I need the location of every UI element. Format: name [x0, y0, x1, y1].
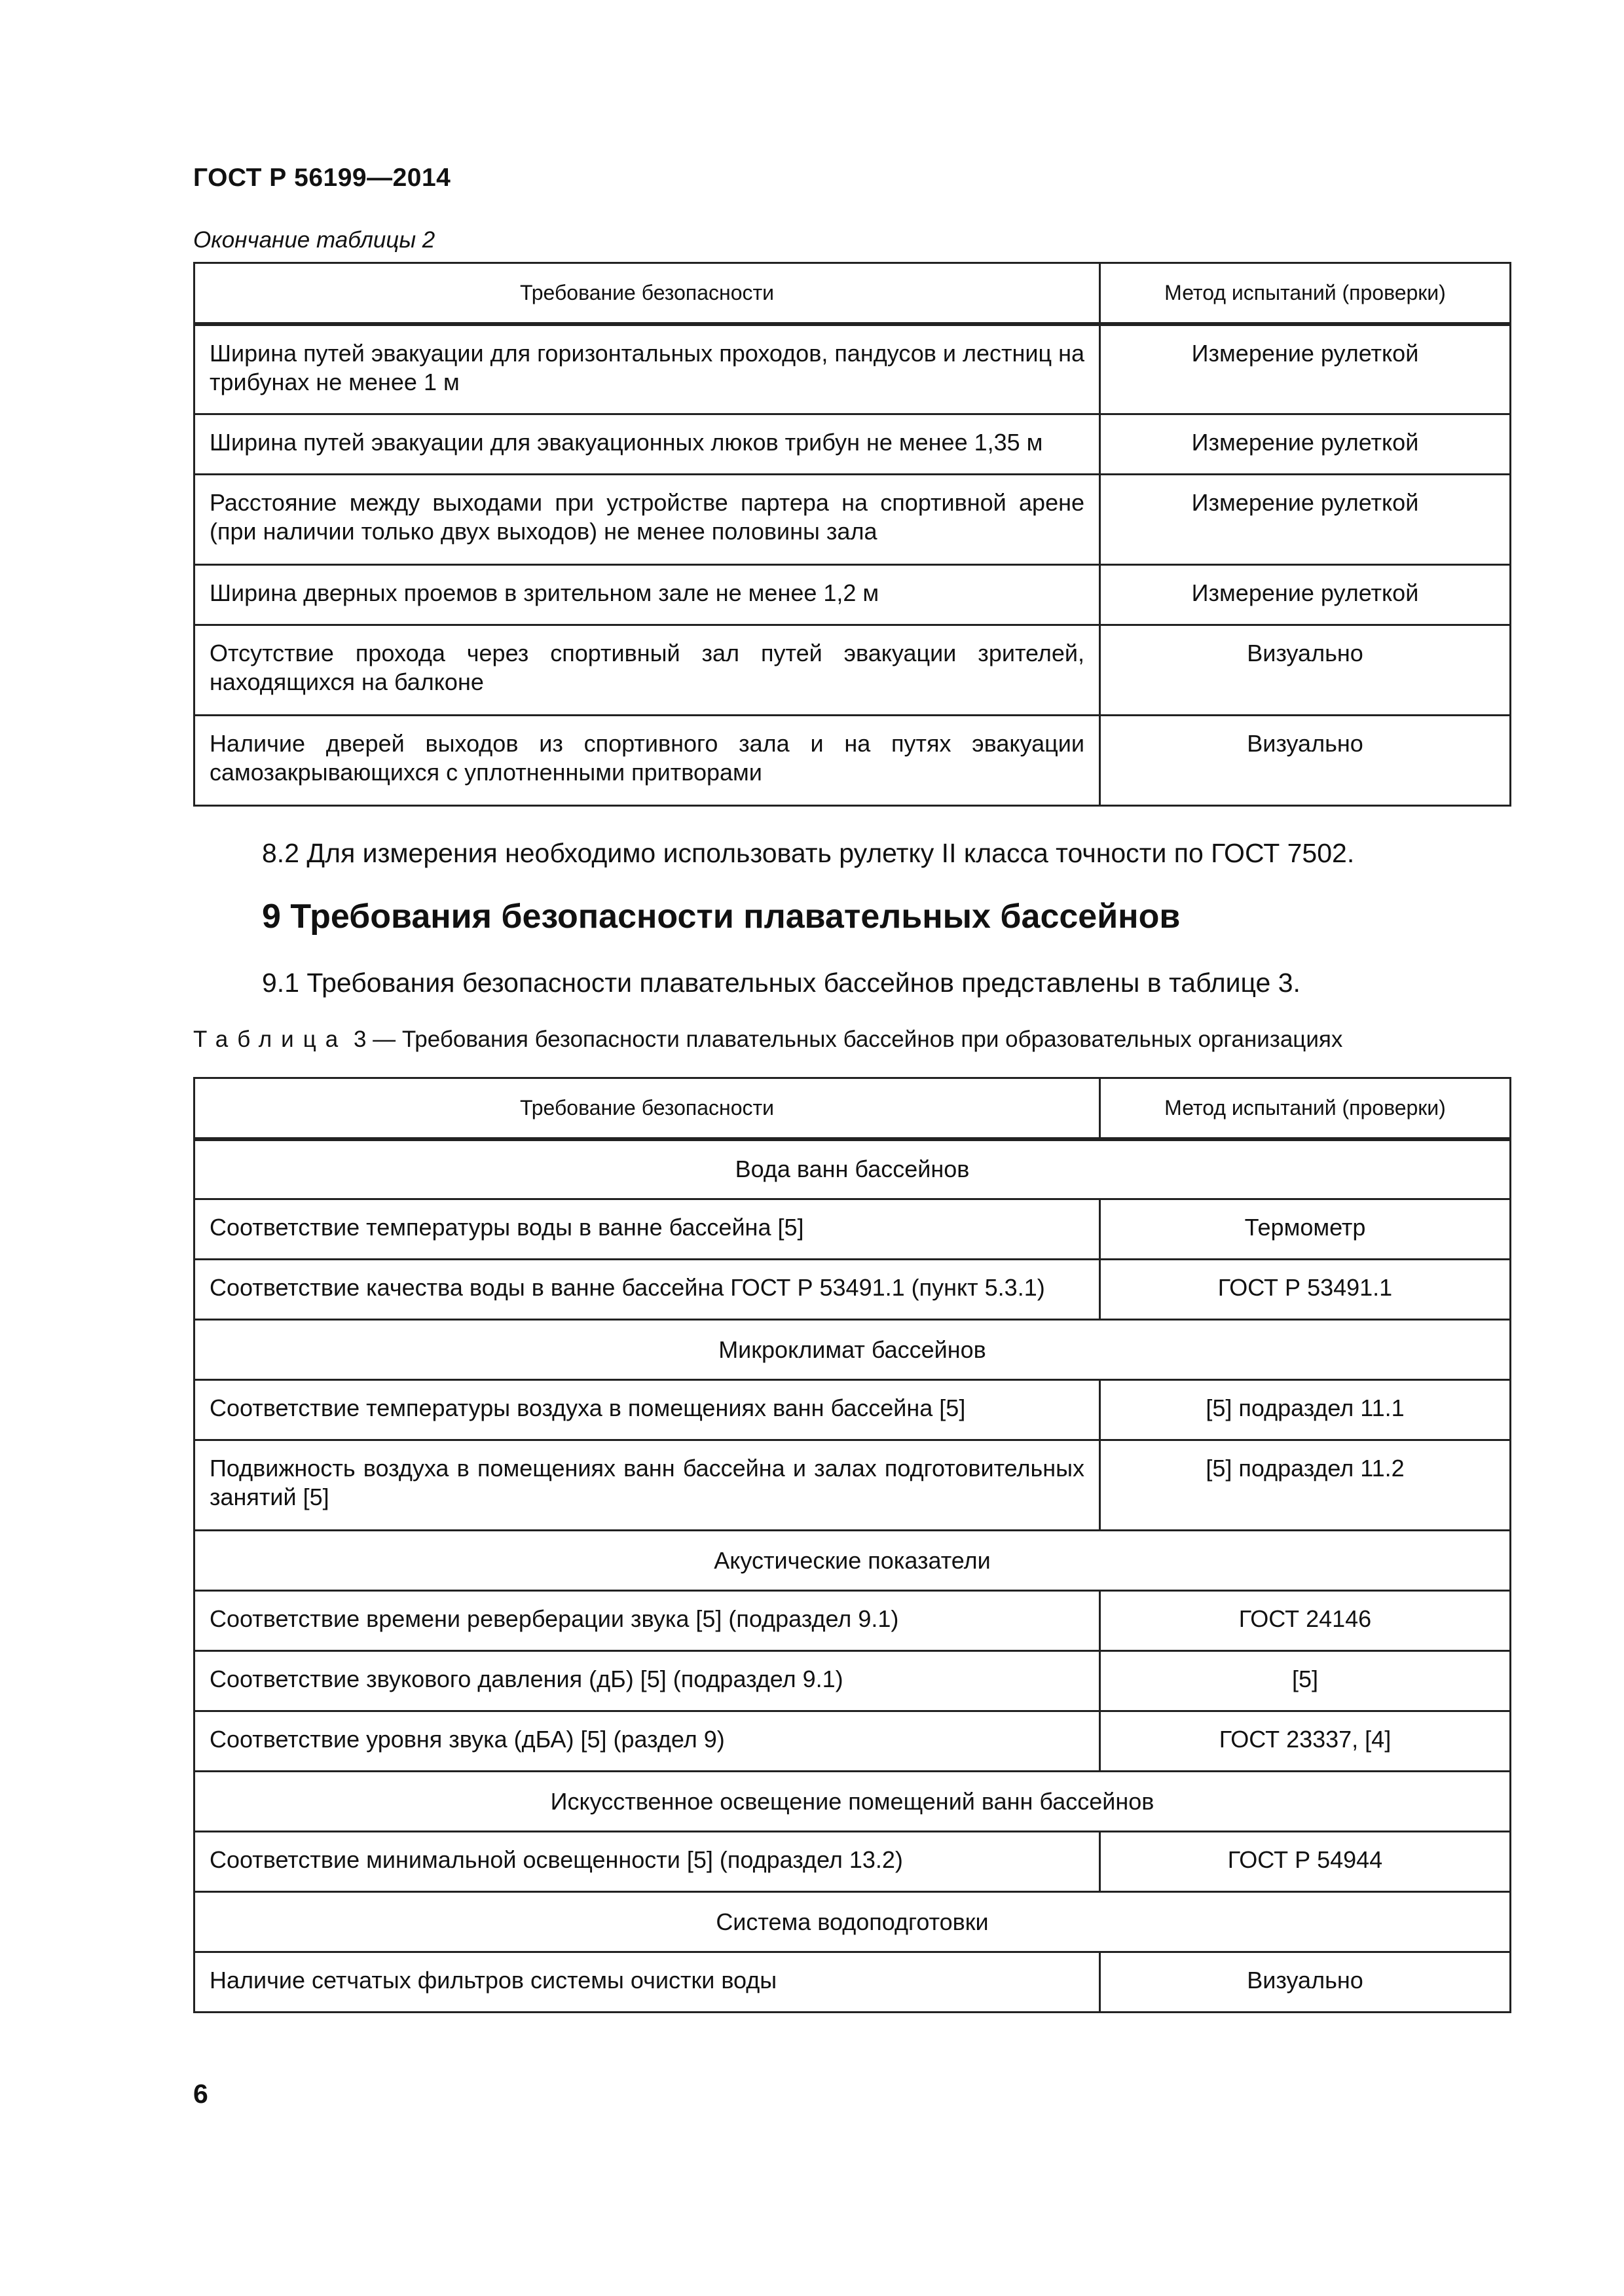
table-row	[194, 716, 1511, 806]
method-cell: Визуально	[1100, 1952, 1511, 2013]
table3-caption	[193, 1027, 1342, 1053]
table-row	[194, 565, 1511, 625]
table-header-row	[194, 263, 1511, 324]
method-cell: ГОСТ Р 53491.1	[1100, 1260, 1511, 1320]
group-row	[194, 1139, 1511, 1199]
group-title-lighting: Искусственное освещение помещений ванн бассейнов	[194, 1772, 1511, 1832]
table-row	[194, 1440, 1511, 1531]
group-title-microclimate: Микроклимат бассейнов	[194, 1320, 1511, 1380]
requirement-cell: Отсутствие прохода через спортивный зал путей эвакуации зрителей, находящихся на балконе	[194, 625, 1100, 716]
method-cell: Визуально	[1100, 716, 1511, 806]
column-header-requirement: Требование безопасности	[194, 263, 1100, 324]
method-cell: Измерение рулеткой	[1100, 324, 1511, 414]
table-header-row	[194, 1078, 1511, 1139]
group-title-acoustics: Акустические показатели	[194, 1531, 1511, 1591]
group-title-water-treatment: Система водоподготовки	[194, 1892, 1511, 1952]
method-cell: Термометр	[1100, 1199, 1511, 1260]
table-row	[194, 1591, 1511, 1651]
requirement-cell: Расстояние между выходами при устройстве партера на спортивной арене (при наличии только двух выходов) не менее половины зала	[194, 475, 1100, 565]
group-row	[194, 1320, 1511, 1380]
requirement-cell: Соответствие температуры воды в ванне бассейна [5]	[194, 1199, 1100, 1260]
requirement-cell: Ширина дверных проемов в зрительном зале не менее 1,2 м	[194, 565, 1100, 625]
requirement-cell: Наличие дверей выходов из спортивного зала и на путях эвакуации самозакрывающихся с уплотненными притворами	[194, 716, 1100, 806]
table2-continuation-caption: Окончание таблицы 2	[193, 227, 435, 253]
method-cell: [5]	[1100, 1651, 1511, 1711]
group-title-water: Вода ванн бассейнов	[194, 1139, 1511, 1199]
paragraph-8-2: 8.2 Для измерения необходимо использовать рулетку II класса точности по ГОСТ 7502.	[262, 838, 1355, 868]
method-cell: Измерение рулеткой	[1100, 414, 1511, 475]
table-3	[193, 1077, 1511, 2013]
paragraph-9-1: 9.1 Требования безопасности плавательных бассейнов представлены в таблице 3.	[262, 968, 1301, 998]
table-row	[194, 1651, 1511, 1711]
group-row	[194, 1772, 1511, 1832]
requirement-cell: Соответствие звукового давления (дБ) [5] (подраздел 9.1)	[194, 1651, 1100, 1711]
table3-caption-label: Таблица	[193, 1027, 348, 1052]
requirement-cell: Соответствие температуры воздуха в помещениях ванн бассейна [5]	[194, 1380, 1100, 1440]
column-header-method: Метод испытаний (проверки)	[1100, 1078, 1511, 1139]
table-row	[194, 1711, 1511, 1772]
table-row	[194, 625, 1511, 716]
requirement-cell: Соответствие качества воды в ванне бассейна ГОСТ Р 53491.1 (пункт 5.3.1)	[194, 1260, 1100, 1320]
method-cell: [5] подраздел 11.1	[1100, 1380, 1511, 1440]
requirement-cell: Подвижность воздуха в помещениях ванн бассейна и залах подготовительных занятий [5]	[194, 1440, 1100, 1531]
column-header-method: Метод испытаний (проверки)	[1100, 263, 1511, 324]
table-2-end	[193, 262, 1511, 807]
table-row	[194, 1832, 1511, 1892]
document-header: ГОСТ Р 56199—2014	[193, 164, 451, 192]
group-row	[194, 1892, 1511, 1952]
table-row	[194, 1199, 1511, 1260]
column-header-requirement: Требование безопасности	[194, 1078, 1100, 1139]
table-row	[194, 1380, 1511, 1440]
table-row	[194, 414, 1511, 475]
requirement-cell: Наличие сетчатых фильтров системы очистки воды	[194, 1952, 1100, 2013]
page-number: 6	[193, 2079, 208, 2109]
method-cell: Визуально	[1100, 625, 1511, 716]
table-row	[194, 475, 1511, 565]
requirement-cell: Соответствие времени реверберации звука [5] (подраздел 9.1)	[194, 1591, 1100, 1651]
method-cell: [5] подраздел 11.2	[1100, 1440, 1511, 1531]
table-row	[194, 324, 1511, 414]
requirement-cell: Соответствие минимальной освещенности [5] (подраздел 13.2)	[194, 1832, 1100, 1892]
method-cell: ГОСТ 24146	[1100, 1591, 1511, 1651]
section-9-title: 9 Требования безопасности плавательных бассейнов	[262, 898, 1181, 936]
table-row	[194, 1952, 1511, 2013]
method-cell: Измерение рулеткой	[1100, 475, 1511, 565]
method-cell: Измерение рулеткой	[1100, 565, 1511, 625]
group-row	[194, 1531, 1511, 1591]
method-cell: ГОСТ 23337, [4]	[1100, 1711, 1511, 1772]
requirement-cell: Соответствие уровня звука (дБА) [5] (раздел 9)	[194, 1711, 1100, 1772]
table-row	[194, 1260, 1511, 1320]
requirement-cell: Ширина путей эвакуации для эвакуационных люков трибун не менее 1,35 м	[194, 414, 1100, 475]
method-cell: ГОСТ Р 54944	[1100, 1832, 1511, 1892]
table3-caption-text: 3 — Требования безопасности плавательных бассейнов при образовательных организациях	[353, 1027, 1343, 1052]
requirement-cell: Ширина путей эвакуации для горизонтальных проходов, пандусов и лестниц на трибунах не менее 1 м	[194, 324, 1100, 414]
